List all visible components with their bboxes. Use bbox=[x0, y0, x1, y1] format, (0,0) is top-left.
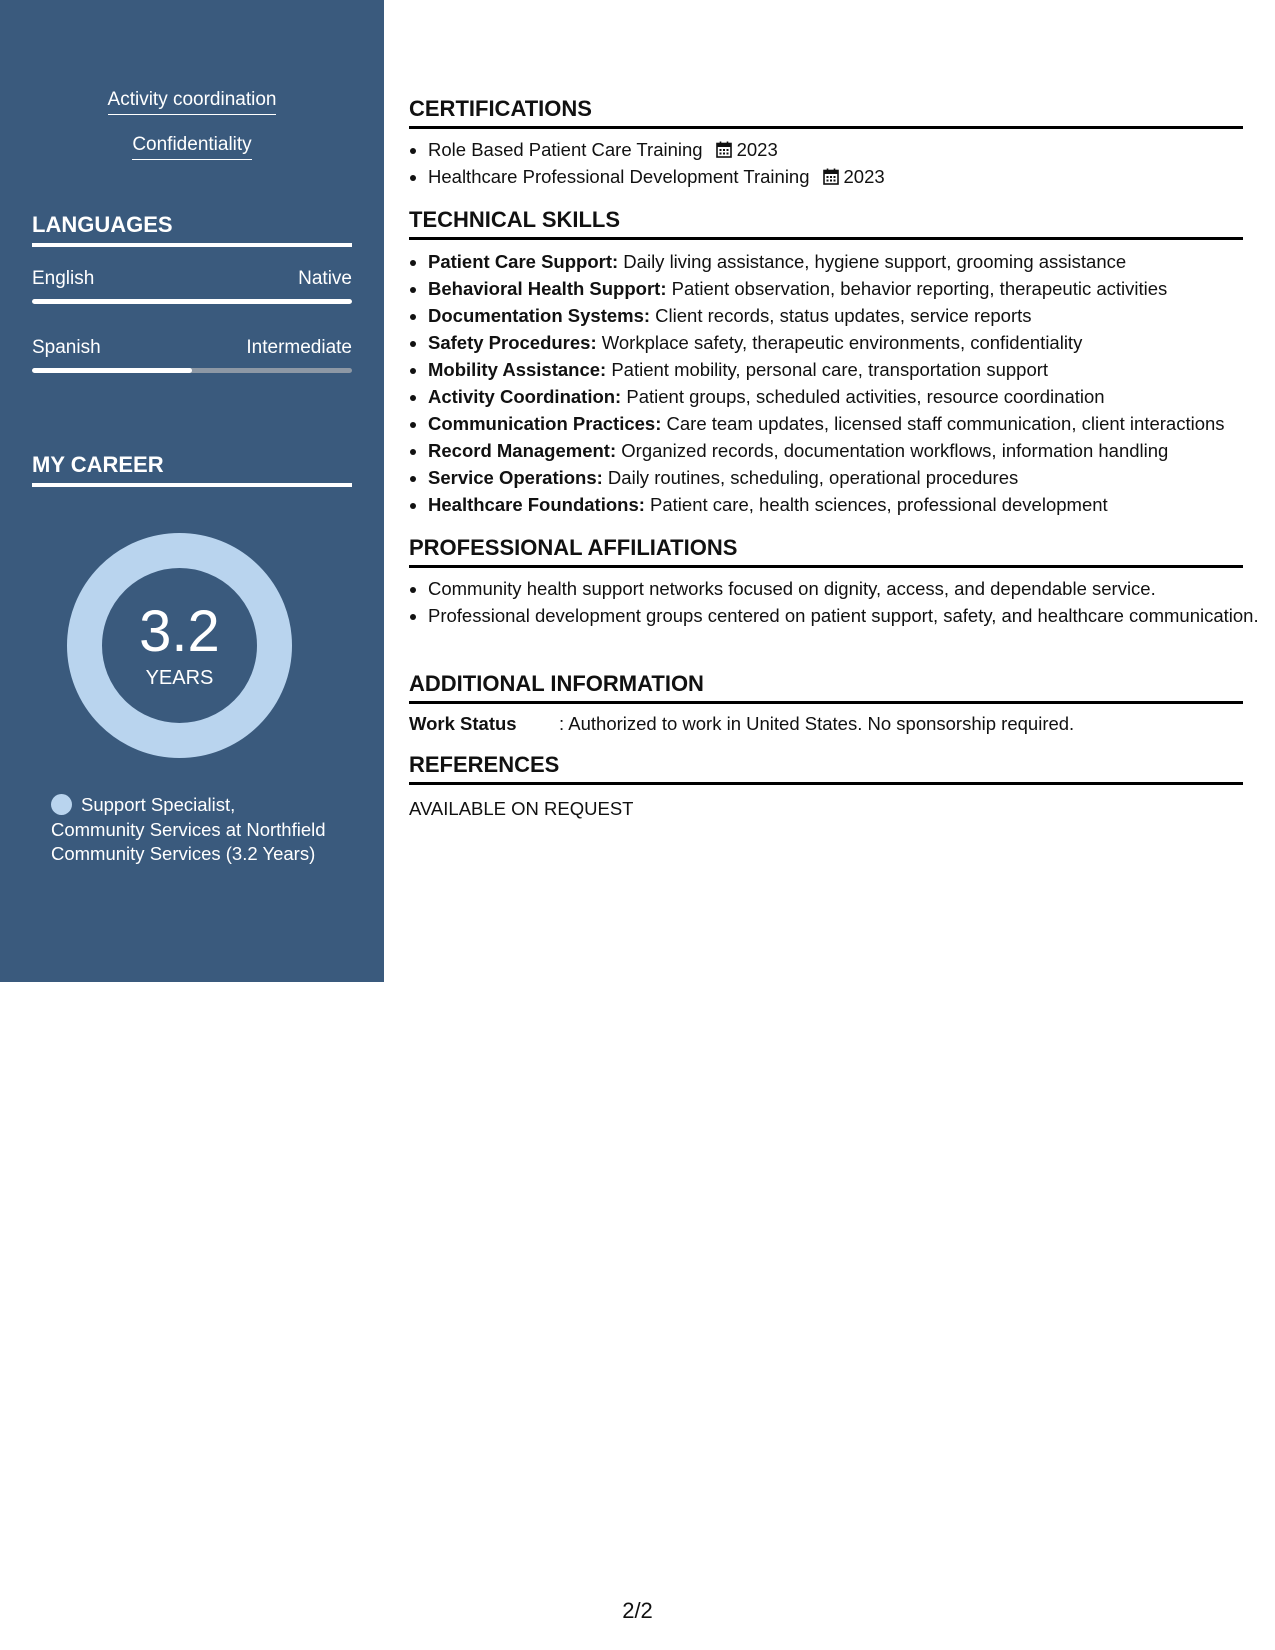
languages-heading: LANGUAGES bbox=[32, 211, 352, 247]
skill-label: Patient Care Support: bbox=[428, 251, 619, 272]
page-number: 2/2 bbox=[622, 1598, 653, 1623]
skill-text: Patient mobility, personal care, transportation support bbox=[606, 359, 1049, 380]
language-name: English bbox=[32, 268, 95, 289]
career-item bbox=[51, 793, 331, 867]
career-item-text: Support Specialist, Community Services at Northfield Community Services (3.2 Years) bbox=[51, 794, 326, 864]
work-status-value: : Authorized to work in United States. No sponsorship required. bbox=[559, 713, 1075, 734]
career-legend-dot bbox=[51, 794, 72, 815]
work-status-row bbox=[409, 712, 1243, 736]
language-proficiency-fill bbox=[32, 368, 192, 373]
career-heading: MY CAREER bbox=[32, 451, 352, 487]
affiliation-item: • Community health support networks focused on dignity, access, and dependable service. bbox=[428, 577, 1262, 602]
calendar-icon bbox=[716, 141, 732, 158]
certification-name: Role Based Patient Care Training bbox=[428, 139, 703, 160]
certification-year: 2023 bbox=[736, 139, 778, 160]
skill-label: Behavioral Health Support: bbox=[428, 278, 667, 299]
skill-text: Organized records, documentation workflows, information handling bbox=[616, 440, 1169, 461]
affiliations-list bbox=[409, 577, 1262, 631]
technical-skill-item bbox=[428, 383, 1262, 410]
technical-skill-item bbox=[428, 329, 1262, 356]
skill-tag-confidentiality bbox=[0, 133, 384, 160]
certification-item bbox=[428, 163, 1262, 190]
skill-text: Workplace safety, therapeutic environments, confidentiality bbox=[596, 332, 1083, 353]
calendar-icon bbox=[823, 168, 839, 185]
skill-text: Patient observation, behavior reporting, therapeutic activities bbox=[666, 278, 1168, 299]
skill-text: Patient care, health sciences, professional development bbox=[644, 494, 1108, 515]
skill-label: Communication Practices: bbox=[428, 413, 662, 434]
certification-item bbox=[428, 136, 1262, 163]
technical-skill-item bbox=[428, 410, 1262, 437]
skill-tag-label: Confidentiality bbox=[132, 133, 251, 160]
affiliation-item: • Professional development groups centered on patient support, safety, and healthcare communication. bbox=[428, 604, 1262, 629]
technical-skill-item bbox=[428, 275, 1262, 302]
additional-info-heading: ADDITIONAL INFORMATION bbox=[409, 670, 1243, 704]
certification-year: 2023 bbox=[843, 166, 885, 187]
certifications-list bbox=[409, 136, 1262, 190]
language-level: Native bbox=[298, 268, 352, 289]
skill-label: Service Operations: bbox=[428, 467, 603, 488]
technical-skill-item bbox=[428, 356, 1262, 383]
skill-text: Patient groups, scheduled activities, resource coordination bbox=[621, 386, 1105, 407]
skill-label: Documentation Systems: bbox=[428, 305, 651, 326]
language-level: Intermediate bbox=[246, 337, 352, 358]
technical-skill-item bbox=[428, 302, 1262, 329]
skill-text: Client records, status updates, service reports bbox=[650, 305, 1032, 326]
references-text: AVAILABLE ON REQUEST bbox=[409, 798, 634, 819]
skill-label: Safety Procedures: bbox=[428, 332, 597, 353]
work-status-label: Work Status bbox=[409, 713, 517, 734]
skill-text: Care team updates, licensed staff communication, client interactions bbox=[661, 413, 1225, 434]
career-total-unit: YEARS bbox=[145, 667, 214, 689]
language-proficiency-bar-spanish bbox=[32, 368, 352, 373]
skill-tag-activity-coordination bbox=[0, 88, 384, 115]
language-name: Spanish bbox=[32, 337, 101, 358]
certifications-heading: CERTIFICATIONS bbox=[409, 95, 1243, 129]
technical-skill-item bbox=[428, 491, 1262, 518]
career-total-value: 3.2 bbox=[139, 599, 220, 664]
technical-skills-heading: TECHNICAL SKILLS bbox=[409, 206, 1243, 240]
skill-label: Healthcare Foundations: bbox=[428, 494, 645, 515]
skill-label: Activity Coordination: bbox=[428, 386, 622, 407]
language-row-english bbox=[32, 267, 352, 291]
skill-text: Daily living assistance, hygiene support, grooming assistance bbox=[618, 251, 1127, 272]
language-row-spanish bbox=[32, 336, 352, 360]
sidebar bbox=[0, 0, 384, 982]
skill-tag-label: Activity coordination bbox=[108, 88, 277, 115]
references-heading: REFERENCES bbox=[409, 751, 1243, 785]
technical-skill-item bbox=[428, 464, 1262, 491]
certification-name: Healthcare Professional Development Training bbox=[428, 166, 810, 187]
language-proficiency-bar-english bbox=[32, 299, 352, 304]
skill-label: Record Management: bbox=[428, 440, 617, 461]
technical-skills-list bbox=[409, 248, 1262, 518]
technical-skill-item bbox=[428, 248, 1262, 275]
skill-label: Mobility Assistance: bbox=[428, 359, 607, 380]
skill-text: Daily routines, scheduling, operational procedures bbox=[602, 467, 1019, 488]
language-proficiency-fill bbox=[32, 299, 352, 304]
affiliations-heading: PROFESSIONAL AFFILIATIONS bbox=[409, 534, 1243, 568]
technical-skill-item bbox=[428, 437, 1262, 464]
